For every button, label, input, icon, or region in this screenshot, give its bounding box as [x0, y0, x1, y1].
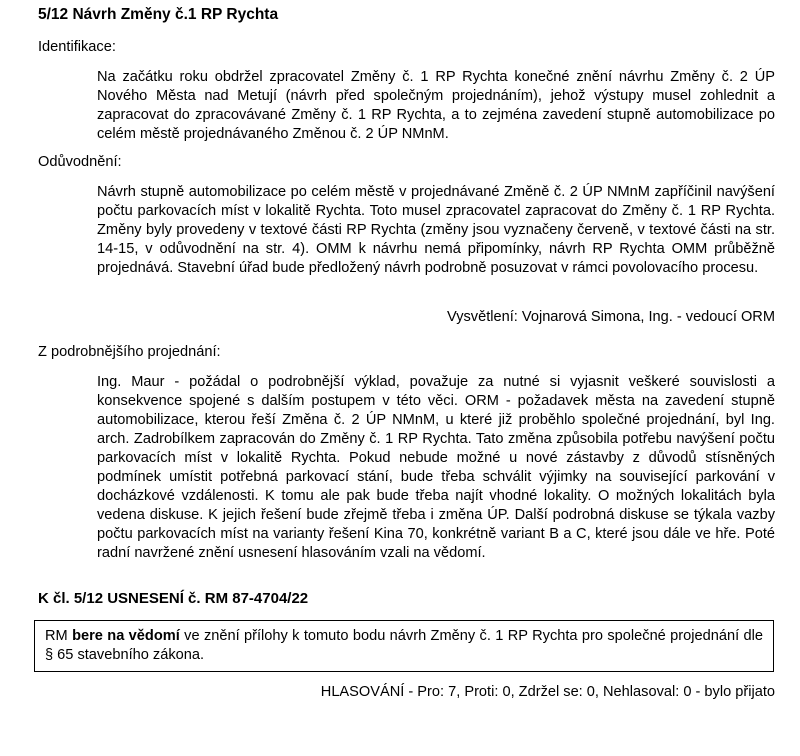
discussion-text: Ing. Maur - požádal o podrobnější výklad, považuje za nutné si vyjasnit veškeré souvislosti a konsekvence spojené s dalším postupem v této věci. ORM - požadavek města na zavedení stupně automobilizace, kterou řeší Změna č. 2 ÚP NMnM, u které již proběhlo společné projednání, byl Ing. arch. Zadrobílkem zapracován do Změny č. 1 RP Rychta. Tato změna způsobila potřebu navýšení počtu parkovacích míst v lokalitě Rychta. Pokud nebude možné u nové zástavby z důvodů stísněných podmínek umístit potřebná parkovací stání, bude třeba schválit výjimky na související parkování v docházkové vzdálenosti. K tomu ale pak bude třeba najít vhodné lokality. O možných lokalitách byla vedena diskuse. K jejich řešení bude zřejmě třeba i změna ÚP. Další podrobná diskuse se týkala vazby počtu parkovacích míst na varianty řešení Kina 70, konkrétně variant B a C, které jsou dále ve hře. Poté radní navržené znění usnesení hlasováním vzali na vědomí.	[97, 374, 775, 561]
explanation-line: Vysvětlení: Vojnarová Simona, Ing. - vedoucí ORM	[447, 309, 775, 325]
resolution-box	[34, 620, 774, 672]
justification-label: Odůvodnění:	[38, 154, 122, 170]
vote-result: HLASOVÁNÍ - Pro: 7, Proti: 0, Zdržel se: 0, Nehlasoval: 0 - bylo přijato	[320, 684, 775, 700]
item-title: 5/12 Návrh Změny č.1 RP Rychta	[38, 6, 279, 23]
resolution-text: ve znění přílohy k tomuto bodu návrh Změny č. 1 RP Rychta pro společné projednání dle § 65 stavebního zákona.	[45, 628, 763, 663]
justification-text: Návrh stupně automobilizace po celém městě v projednávané Změně č. 2 ÚP NMnM zapříčinil navýšení počtu parkovacích míst v lokalitě Rychta. Toto musel zpracovatel zapracovat do Změny č. 1 RP Rychta. Změny byly provedeny v textové části RP Rychta (změny jsou vyznačeny červeně, v textové části na str. 14-15, v odůvodnění na str. 4). OMM k návrhu nemá připomínky, návrh RP Rychta OMM průběžně projednává. Stavební úřad bude předložený návrh podrobně posuzovat v rámci povolovacího procesu.	[97, 184, 775, 276]
discussion-label: Z podrobnějšího projednání:	[38, 344, 221, 360]
resolution-prefix: RM	[45, 628, 73, 644]
resolution-heading: K čl. 5/12 USNESENÍ č. RM 87-4704/22	[38, 590, 309, 607]
identification-text: Na začátku roku obdržel zpracovatel Změny č. 1 RP Rychta konečné znění návrhu Změny č. 2 ÚP Nového Města nad Metují (návrh před společným projednáním), jehož výstupy musel zohlednit a zapracovat do zpracovávané Změny č. 1 RP Rychta, a to zejména zavedení stupně automobilizace po celém městě projednávaného Změnou č. 2 ÚP NMnM.	[97, 69, 775, 142]
resolution-emphasis: bere na vědomí	[72, 628, 180, 644]
identification-label: Identifikace:	[38, 39, 116, 55]
